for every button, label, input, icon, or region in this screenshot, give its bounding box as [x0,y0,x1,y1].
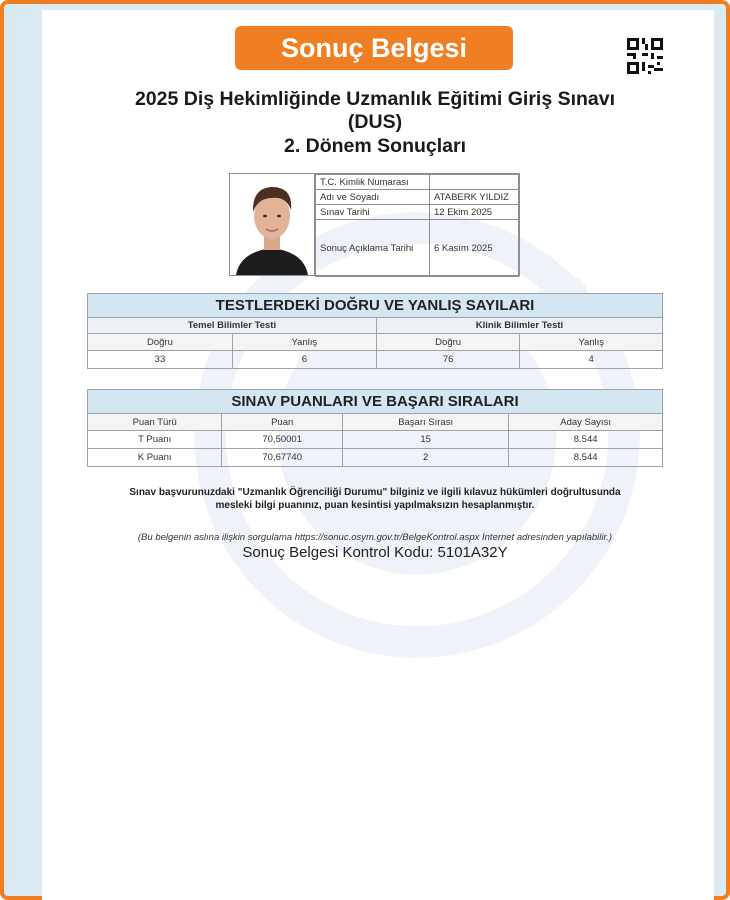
identity-row [316,175,519,190]
identity-box [229,173,520,276]
table-row [88,431,663,449]
column-header: Yanlış [232,334,376,351]
column-header: Puan Türü [88,414,222,431]
table-cell: T Puanı [88,431,222,449]
scoring-note-line: Sınav başvurunuzdaki "Uzmanlık Öğrenciliği Durumu" bilginiz ve ilgili kılavuz hükümleri doğrultusunda [129,487,621,498]
exam-title: 2025 Diş Hekimliğinde Uzmanlık Eğitimi Giriş Sınavı [134,88,616,110]
test-counts-title: TESTLERDEKİ DOĞRU VE YANLIŞ SAYILARI [88,294,663,318]
scoring-note-line: mesleki bilgi puanınız, puan kesintisi yapılmaksızın hesaplanmıştır. [215,500,535,511]
column-header: Yanlış [520,334,663,351]
qr-code-icon [627,38,663,74]
table-cell: 2 [343,449,509,467]
identity-label: T.C. Kimlik Numarası [316,175,430,190]
column-header: Doğru [376,334,519,351]
table-row [88,351,663,369]
table-cell: 8.544 [509,431,663,449]
identity-label: Sınav Tarihi [316,205,430,220]
table-cell: 15 [343,431,509,449]
table-cell: 8.544 [509,449,663,467]
identity-value: 6 Kasım 2025 [430,220,519,277]
identity-label: Adı ve Soyadı [316,190,430,205]
table-cell: K Puanı [88,449,222,467]
document-badge [235,26,513,70]
identity-row [316,190,519,205]
table-cell: 6 [232,351,376,369]
table-row [88,449,663,467]
identity-label: Sonuç Açıklama Tarihi [316,220,430,277]
table-cell: 4 [520,351,663,369]
exam-term: 2. Dönem Sonuçları [283,135,467,157]
scores-title: SINAV PUANLARI VE BAŞARI SIRALARI [88,390,663,414]
identity-value: 12 Ekim 2025 [430,205,519,220]
group-header-clinical: Klinik Bilimler Testi [376,318,662,334]
table-cell: 70,67740 [222,449,343,467]
table-cell: 70,50001 [222,431,343,449]
table-cell: 76 [376,351,519,369]
scoring-note [90,486,660,512]
test-counts-table [87,293,663,369]
badge-label: Sonuç Belgesi [280,32,468,63]
exam-abbreviation: (DUS) [347,111,403,133]
scores-table [87,389,663,467]
identity-row [316,205,519,220]
control-code: Sonuç Belgesi Kontrol Kodu: 5101A32Y [242,544,508,561]
student-photo [230,174,315,275]
identity-row [316,220,519,277]
column-header: Başarı Sırası [343,414,509,431]
column-header: Puan [222,414,343,431]
group-header-basic: Temel Bilimler Testi [88,318,377,334]
verification-text: (Bu belgenin aslına ilişkin sorgulama https://sonuc.osym.gov.tr/BelgeKontrol.aspx Internet adresinden yapılabilir.) [137,532,613,543]
column-header: Aday Sayısı [509,414,663,431]
table-cell: 33 [88,351,233,369]
identity-value: ATABERK YILDIZ [430,190,519,205]
identity-value [430,175,519,190]
column-header: Doğru [88,334,233,351]
identity-table [315,174,519,277]
